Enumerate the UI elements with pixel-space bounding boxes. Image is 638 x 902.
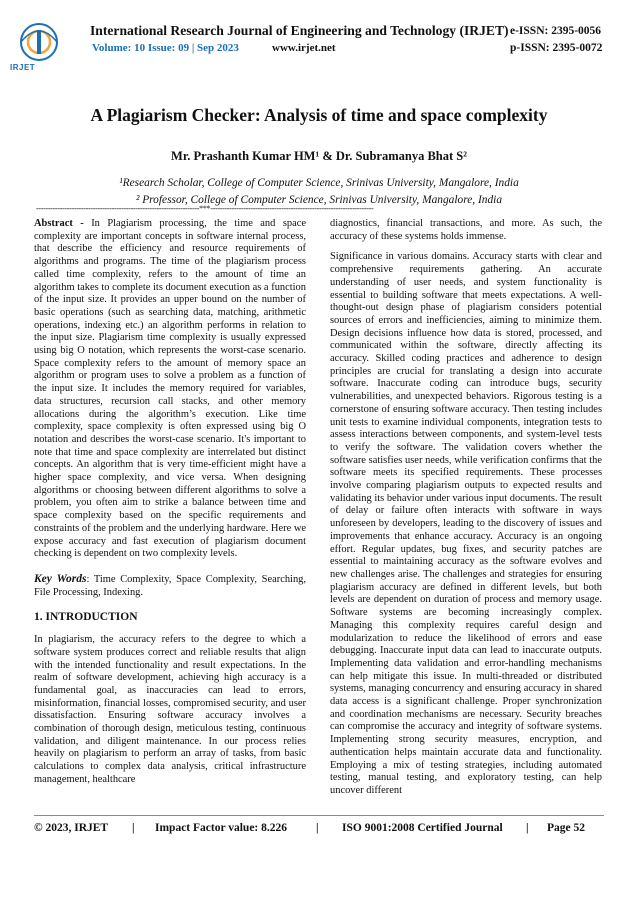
p-issn: p-ISSN: 2395-0072 — [510, 42, 603, 54]
abstract-text: In Plagiarism processing, the time and space complexity are important concepts in software internal process, that describe the efficiency and resource requirements of algorithms and programs. The time of the plagiarism process called time complexity, refers to the amount of time an algorithm takes to complete its document execution as a function of the input size. It provides an upper bound on the number of basic operations (such as searching data, matching, arithmetic operations, indexing etc.) an algorithm performs in relation to the input size. Plagiarism time complexity is usually expressed using big O notation, which represents the worst-case scenario. Space complexity refers to the amount of memory space an algorithm or program uses to solve a problem as a function of the input size. It includes the memory required for variables, data structures, recursion call stacks, and other memory allocations during the algorithm’s execution. Like time complexity, space complexity is often expressed using big O notation and describes the worst-case scenario. It's important to note that time and space complexity are interrelated but distinct concepts. An algorithm that is very time-efficient might have a higher space complexity, and vice versa. When designing algorithms or choosing between different algorithms to solve a problem, you often aim to strike a balance between time and space complexity based on the specific requirements and constraints of the problem and the underlying hardware. Here we expose accuracy and fast execution of plagiarism document checking is dependent on two complexity levels. — [34, 218, 306, 560]
journal-header — [0, 0, 638, 88]
abstract-label: Abstract - — [34, 218, 84, 229]
footer-iso: ISO 9001:2008 Certified Journal — [342, 822, 503, 834]
intro-paragraph: In plagiarism, the accuracy refers to the degree to which a software system produces correct and reliable results that align with the intended functionality and result expectations. In the realm of software development, achieving high accuracy is a fundamental goal, as inaccuracies can lead to errors, misinformation, financial losses, compromised security, and user dissatisfaction. Ensuring software accuracy involves a combination of thorough design, meticulous testing, continuous validation, and diligent maintenance. In our process relies heavily on plagiarism to perform an array of tasks, from basic calculations to complex data analysis, critical infrastructure management, healthcare — [34, 634, 306, 785]
abstract — [34, 218, 306, 561]
footer-sep-2: | — [316, 822, 319, 834]
section-heading: 1. INTRODUCTION — [34, 611, 138, 624]
logo-text: IRJET — [10, 63, 36, 72]
right-column — [330, 218, 602, 806]
paragraph-1: diagnostics, financial transactions, and more. As such, the accuracy of these systems holds immense. — [330, 218, 602, 242]
separator: ---------------------------------------------------------------------***--------------------------------------------------------------------- — [36, 204, 374, 213]
footer-copyright: © 2023, IRJET — [34, 822, 109, 834]
journal-name: International Research Journal of Engineering and Technology (IRJET) — [90, 23, 509, 38]
keywords-text: : Time Complexity, Space Complexity, Searching, File Processing, Indexing. — [34, 573, 306, 598]
footer-sep-1: | — [132, 822, 135, 834]
volume-issue: Volume: 10 Issue: 09 | Sep 2023 — [92, 42, 239, 54]
paper-authors: Mr. Prashanth Kumar HM¹ & Dr. Subramanya Bhat S² — [171, 149, 467, 163]
affiliation-2: ² Professor, College of Computer Science, Srinivas University, Mangalore, India — [135, 194, 503, 206]
footer-page: Page 52 — [547, 822, 586, 834]
journal-url[interactable]: www.irjet.net — [272, 42, 336, 54]
keywords — [34, 573, 306, 599]
affiliation-1: ¹Research Scholar, College of Computer Science, Srinivas University, Mangalore, India — [119, 177, 519, 189]
paragraph-2: Significance in various domains. Accuracy starts with clear and comprehensive requirements gathering. An accurate understanding of user needs, and system functionality is essential to building software that meets expectations. A well-thought-out design phase of plagiarism considers potential sources of errors and inefficiencies, aiming to minimize them. Design decisions influence how data is stored, processed, and communicated within the software, directly affecting its accuracy. Skilled coding practices and adherence to design principles are crucial for translating a design into accurate software. Inaccurate coding can introduce bugs, security vulnerabilities, and unexpected behaviors. Rigorous testing is a cornerstone of ensuring software accuracy. Then testing includes unit tests to examine individual components, integration tests to assess interactions between components, and system-level tests to verify the software. The validation covers whether the software satisfies user needs, while verification confirms that the software meets its specified requirements. These processes involve comparing plagiarism outputs to expected results and validating its behavior under various input documents. The result of delay or failure often interacts with software in ways unforeseen by developers, leading to the discovery of issues and improvements that enhance accuracy. Accuracy is an ongoing effort. Regular updates, bug fixes, and security patches are essential to maintaining accuracy as the software evolves and new challenges arise. The challenges and strategies for ensuring plagiarism accuracy are defined in different levels, but both levels are dependent on duration of process and memory usage. Software systems are becoming increasingly complex. Managing this complexity requires careful design and modularization to reduce the likelihood of errors and ease debugging. Inaccurate input data can lead to inaccurate outputs. Implementing data validation and error-handling mechanisms can help mitigate this issue. In multi-threaded or distributed systems, managing concurrency and ensuring accuracy in shared data access is a significant challenge. Proper synchronization and coordination mechanisms are necessary. Security breaches can compromise the accuracy and integrity of software systems. Implementing strong security measures, encryption, and authentication helps maintain accurate data and functionality. Employing a mix of testing strategies, including automated testing, manual testing, and exploratory testing, can help uncover different — [330, 251, 602, 796]
e-issn: e-ISSN: 2395-0056 — [510, 25, 602, 37]
left-column — [34, 218, 306, 795]
footer-impact: Impact Factor value: 8.226 — [155, 822, 288, 834]
page-footer — [0, 815, 638, 839]
keywords-label: Key Words — [34, 572, 87, 585]
paper-title: A Plagiarism Checker: Analysis of time and space complexity — [90, 105, 548, 125]
footer-sep-3: | — [526, 822, 529, 834]
